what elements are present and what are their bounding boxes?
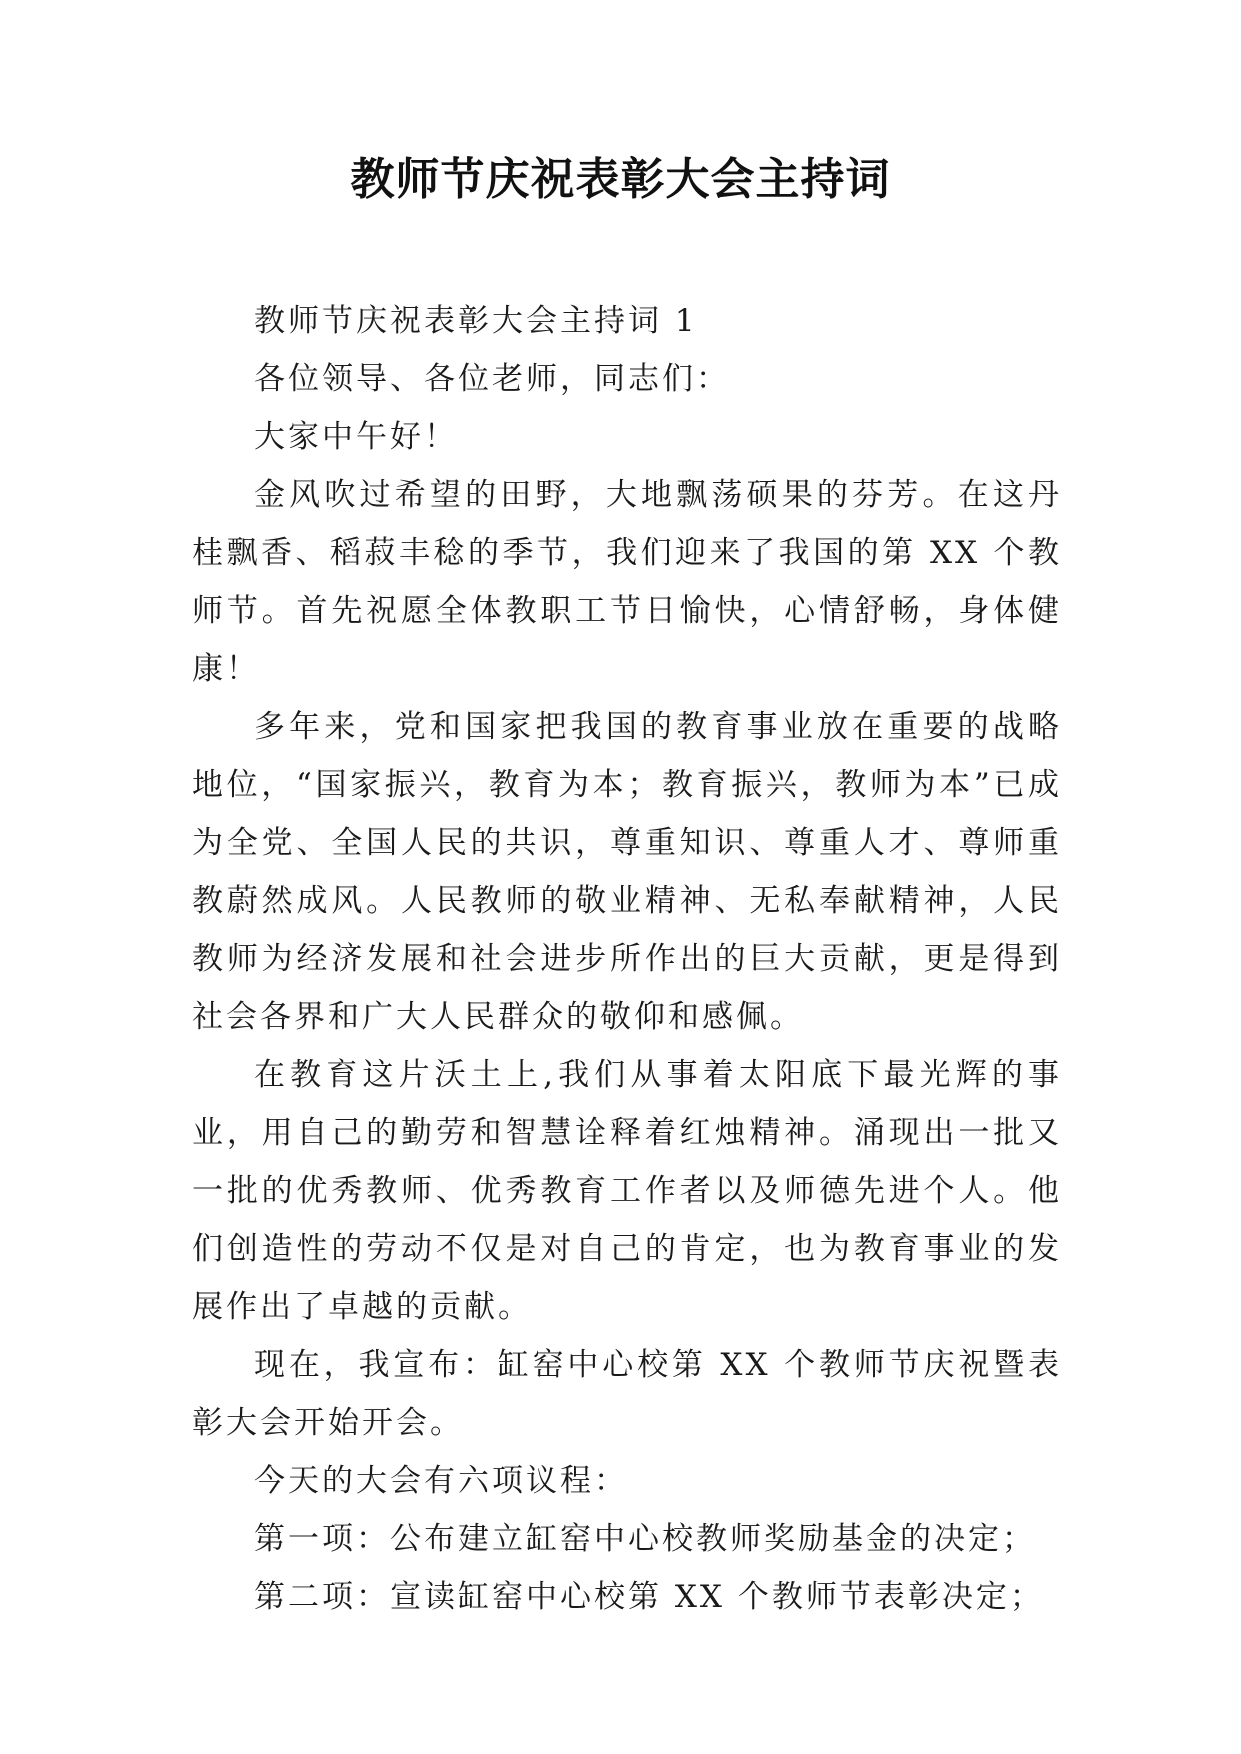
paragraph-education-policy: 多年来，党和国家把我国的教育事业放在重要的战略地位，“国家振兴，教育为本；教育振兴，教师为本”已成为全党、全国人民的共识，尊重知识、尊重人才、尊师重教蔚然成风。人民教师的敬业精神、无私奉献精神，人民教师为经济发展和社会进步所作出的巨大贡献，更是得到社会各界和广大人民群众的敬仰和感佩。 bbox=[192, 709, 1062, 1035]
paragraph-salutation: 各位领导、各位老师，同志们： bbox=[254, 361, 730, 397]
document-body bbox=[192, 292, 1062, 1626]
paragraph-greeting: 大家中午好！ bbox=[254, 419, 458, 455]
paragraph-heading: 教师节庆祝表彰大会主持词 1 bbox=[254, 303, 698, 339]
paragraph-opening: 金风吹过希望的田野，大地飘荡硕果的芬芳。在这丹桂飘香、稻菽丰稔的季节，我们迎来了我国的第 XX 个教师节。首先祝愿全体教职工节日愉快，心情舒畅，身体健康！ bbox=[192, 477, 1062, 687]
paragraph-agenda-item-1: 第一项：公布建立缸窑中心校教师奖励基金的决定； bbox=[254, 1521, 1036, 1557]
document-title: 教师节庆祝表彰大会主持词 bbox=[350, 154, 891, 205]
paragraph-announcement: 现在，我宣布：缸窑中心校第 XX 个教师节庆祝暨表彰大会开始开会。 bbox=[192, 1347, 1062, 1441]
paragraph-agenda-intro: 今天的大会有六项议程： bbox=[254, 1463, 628, 1499]
paragraph-agenda-item-2: 第二项：宣读缸窑中心校第 XX 个教师节表彰决定； bbox=[254, 1579, 1044, 1615]
paragraph-teachers-contribution: 在教育这片沃土上,我们从事着太阳底下最光辉的事业，用自己的勤劳和智慧诠释着红烛精神。涌现出一批又一批的优秀教师、优秀教育工作者以及师德先进个人。他们创造性的劳动不仅是对自己的肯定，也为教育事业的发展作出了卓越的贡献。 bbox=[192, 1057, 1062, 1325]
